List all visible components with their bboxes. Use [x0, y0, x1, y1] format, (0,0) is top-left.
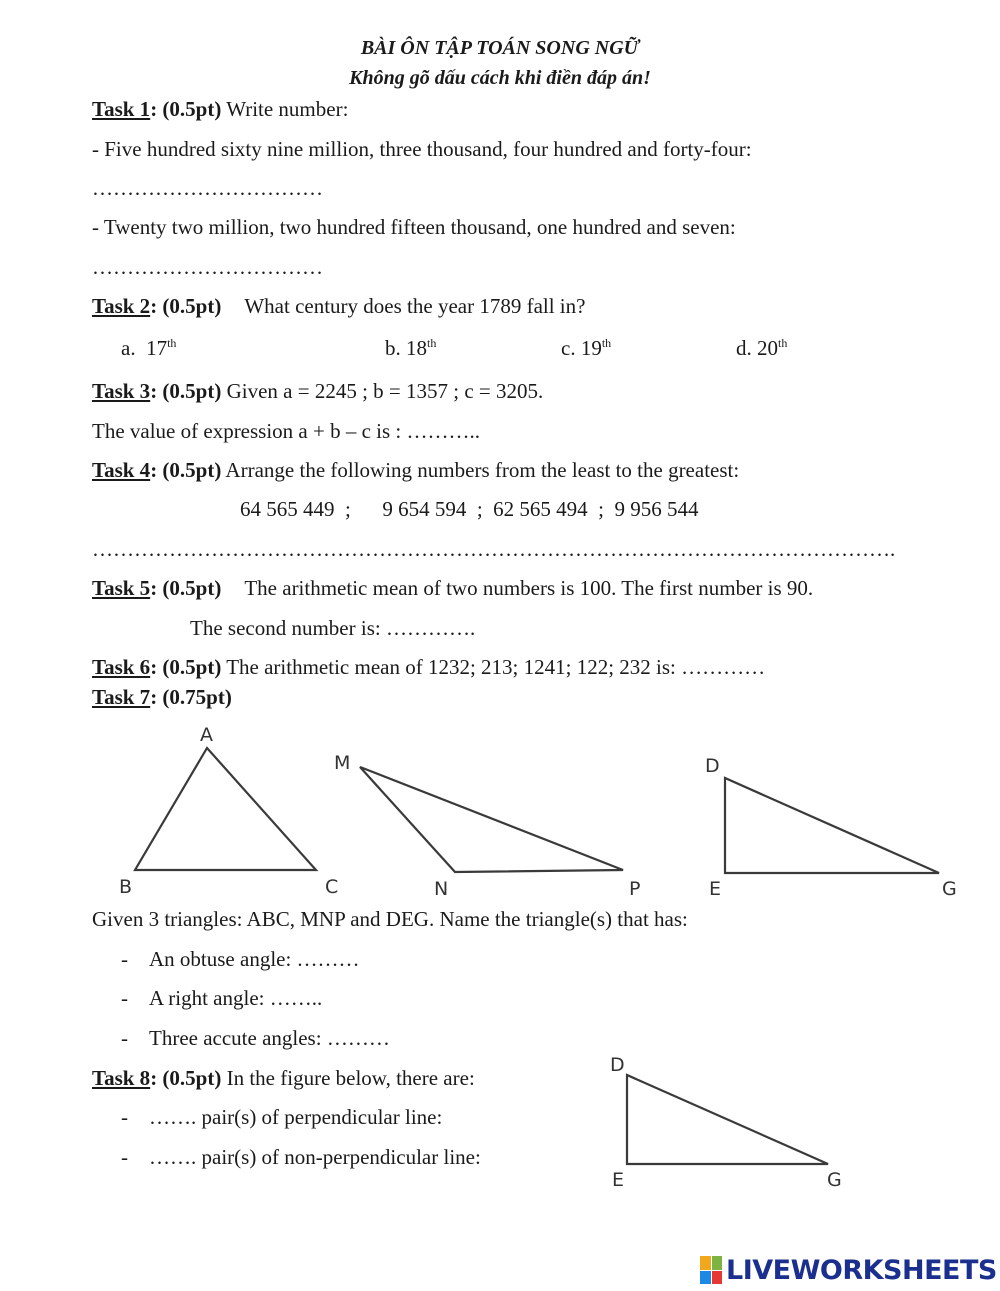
vertex-p-label: P — [629, 878, 641, 900]
vertex-g-label: G — [942, 878, 957, 900]
task8-label: Task 8 — [92, 1066, 151, 1090]
task5-label: Task 5 — [92, 576, 151, 600]
task2-heading — [92, 294, 585, 319]
task7-given-text: Given 3 triangles: ABC, MNP and DEG. Name the triangle(s) that has: — [92, 907, 688, 931]
task8-vertex-e-label: E — [612, 1169, 625, 1191]
task2-option-a[interactable]: a. 17th — [121, 336, 177, 360]
task7-item-obtuse[interactable]: - An obtuse angle: ……… — [121, 947, 360, 971]
task4-numbers: 64 565 449 ; 9 654 594 ; 62 565 494 ; 9 956 544 — [240, 497, 699, 521]
task8-figure — [590, 1045, 860, 1195]
task2-prompt: What century does the year 1789 fall in? — [244, 294, 586, 318]
task8-item-perpendicular[interactable]: - ……. pair(s) of perpendicular line: — [121, 1105, 443, 1129]
task1-question-2: - Twenty two million, two hundred fifteen thousand, one hundred and seven: — [92, 215, 736, 239]
page-subtitle: Không gõ dấu cách khi điền đáp án! — [349, 67, 651, 89]
task3-heading — [92, 379, 543, 404]
triangle-deg — [725, 778, 939, 873]
task4-points: : (0.5pt) — [150, 458, 222, 482]
vertex-m-label: M — [334, 752, 351, 774]
task3-label: Task 3 — [92, 379, 151, 403]
task8-prompt: In the figure below, there are: — [221, 1066, 475, 1090]
vertex-d-label: D — [705, 755, 720, 777]
task3-expression-line[interactable]: The value of expression a + b – c is : ……….. — [92, 419, 481, 443]
task4-label: Task 4 — [92, 458, 151, 482]
task4-heading — [92, 458, 739, 483]
task2-label: Task 2 — [92, 294, 151, 318]
task7-heading — [92, 685, 232, 710]
vertex-n-label: N — [434, 878, 449, 900]
vertex-a-label: A — [200, 724, 213, 746]
task7-item-acute[interactable]: - Three accute angles: ……… — [121, 1026, 390, 1050]
task5-points: : (0.5pt) — [150, 576, 222, 600]
task5-answer-line[interactable]: The second number is: …………. — [190, 616, 476, 640]
task8-vertex-g-label: G — [827, 1169, 842, 1191]
task1-answer-1-blank[interactable]: …………………………… — [92, 176, 323, 200]
task3-points: : (0.5pt) — [150, 379, 222, 403]
task4-prompt: Arrange the following numbers from the least to the greatest: — [221, 458, 740, 482]
task1-answer-2-blank[interactable]: …………………………… — [92, 255, 323, 279]
task6-prompt: The arithmetic mean of 1232; 213; 1241; 122; 232 is: ………… — [221, 655, 766, 679]
task1-label: Task 1 — [92, 97, 151, 121]
task4-answer-blank[interactable]: ……………………………………………………………………………………………………. — [92, 537, 896, 561]
liveworksheets-logo-icon — [700, 1256, 722, 1284]
task8-points: : (0.5pt) — [150, 1066, 222, 1090]
task8-vertex-d-label: D — [610, 1054, 625, 1076]
triangle-abc — [135, 748, 316, 870]
task5-prompt: The arithmetic mean of two numbers is 100. The first number is 90. — [244, 576, 814, 600]
task7-points: : (0.75pt) — [150, 685, 232, 709]
vertex-b-label: B — [119, 876, 133, 898]
task6-label: Task 6 — [92, 655, 151, 679]
task1-heading — [92, 97, 348, 122]
triangle-mnp — [360, 767, 623, 872]
task5-heading — [92, 576, 813, 601]
task7-triangles-figure — [0, 715, 1000, 905]
task8-triangle-deg — [627, 1075, 828, 1164]
liveworksheets-brand: LIVEWORKSHEETS — [726, 1254, 997, 1286]
vertex-e-label: E — [709, 878, 722, 900]
task6-points: : (0.5pt) — [150, 655, 222, 679]
vertex-c-label: C — [325, 876, 339, 898]
task7-label: Task 7 — [92, 685, 151, 709]
task2-option-b[interactable]: b. 18th — [385, 336, 437, 360]
task1-prompt: Write number: — [221, 97, 349, 121]
task3-prompt: Given a = 2245 ; b = 1357 ; c = 3205. — [221, 379, 544, 403]
task7-item-right[interactable]: - A right angle: …….. — [121, 986, 323, 1010]
task6-heading[interactable] — [92, 655, 765, 680]
task1-points: : (0.5pt) — [150, 97, 222, 121]
task8-heading — [92, 1066, 475, 1091]
page-title: BÀI ÔN TẬP TOÁN SONG NGỮ — [360, 37, 640, 59]
task1-question-1: - Five hundred sixty nine million, three thousand, four hundred and forty-four: — [92, 137, 752, 161]
liveworksheets-logo[interactable] — [700, 1255, 997, 1285]
task8-item-non-perpendicular[interactable]: - ……. pair(s) of non-perpendicular line: — [121, 1145, 481, 1169]
task2-option-c[interactable]: c. 19th — [561, 336, 612, 360]
task2-points: : (0.5pt) — [150, 294, 222, 318]
task2-option-d[interactable]: d. 20th — [736, 336, 788, 360]
